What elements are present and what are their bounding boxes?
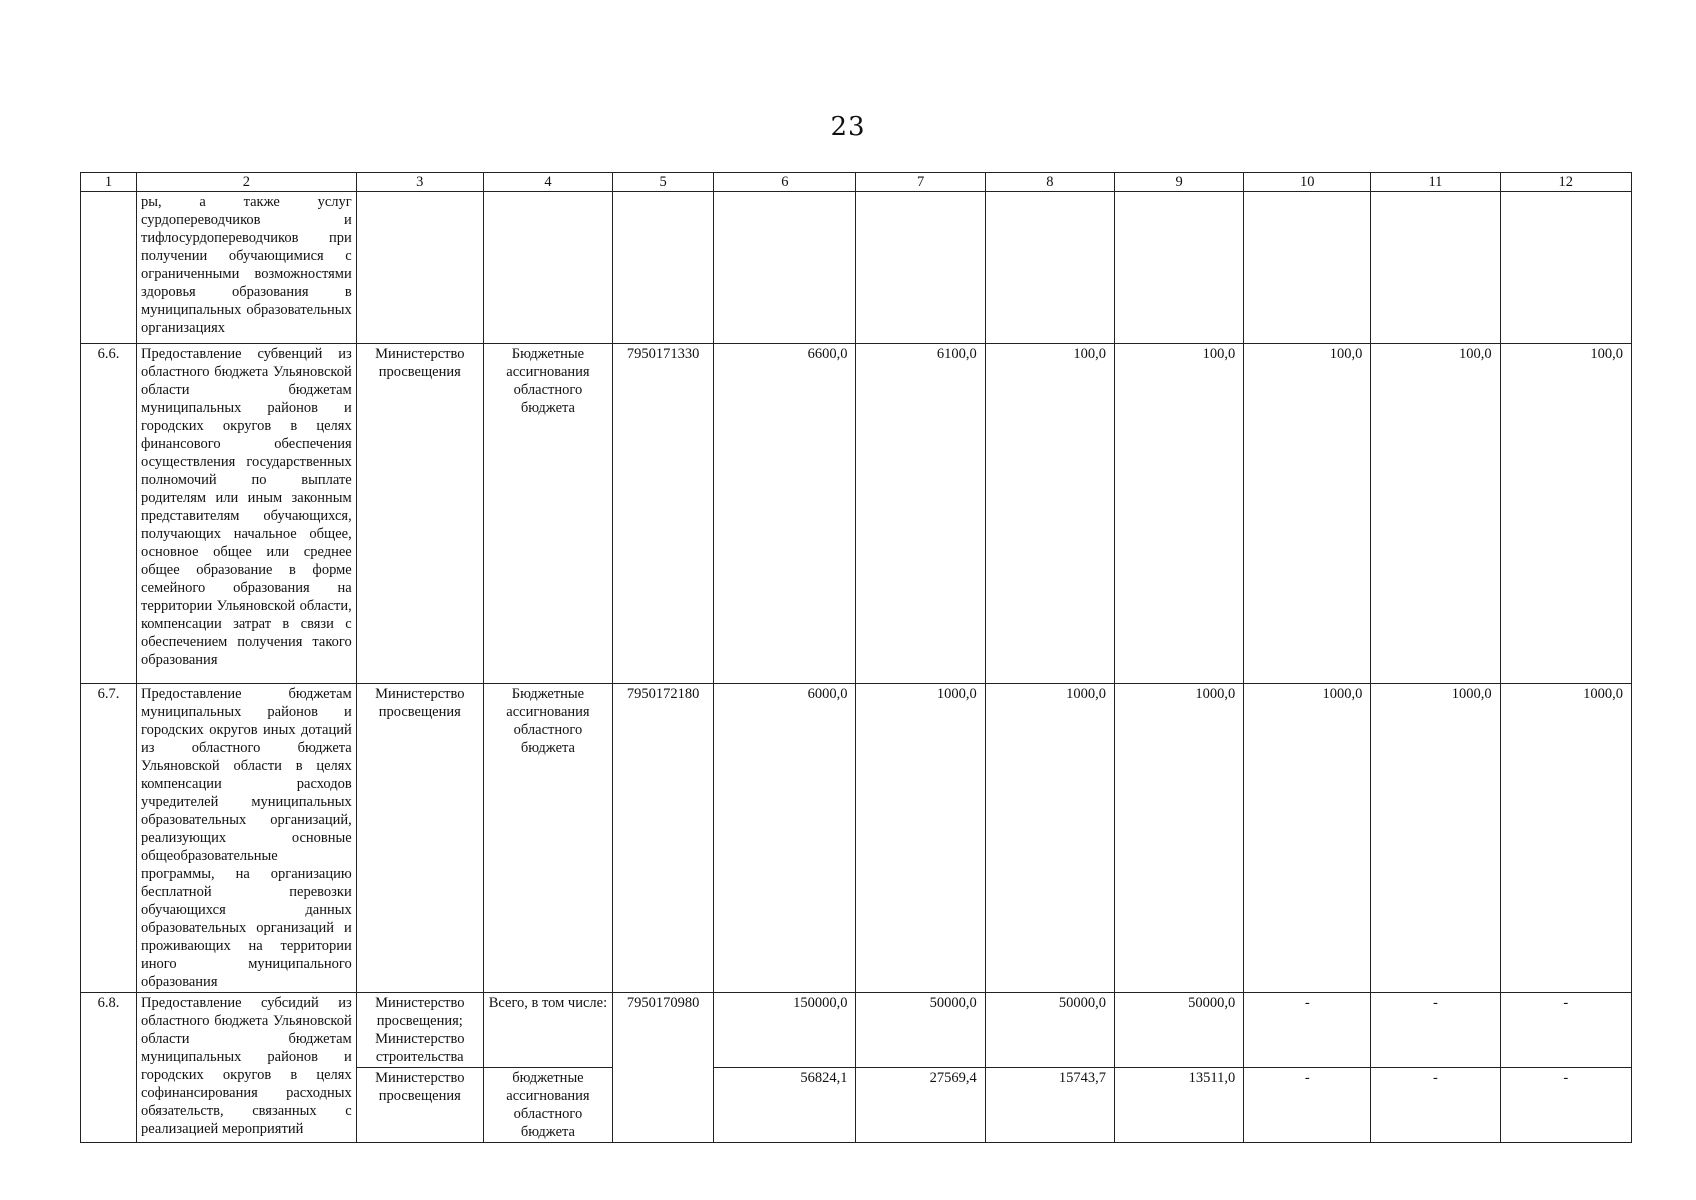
value-cell: 1000,0 [1114, 684, 1243, 993]
value-cell: 56824,1 [714, 1068, 856, 1143]
table-row [81, 344, 1632, 684]
value-cell: 1000,0 [1371, 684, 1500, 993]
column-header: 1 [81, 173, 137, 192]
column-header: 5 [613, 173, 714, 192]
row-code: 7950171330 [613, 344, 714, 684]
value-cell: 1000,0 [856, 684, 985, 993]
page-number: 23 [830, 112, 866, 142]
table-row [81, 192, 1632, 344]
row-description: Предоставление бюджетам муниципальных районов и городских округов иных дотаций из областного бюджета Ульяновской области в целях компенсации расходов учредителей муниципальных образовательных организаций, реализующих основные общеобразовательные программы, на организацию бесплатной перевозки обучающихся данных образовательных организаций и проживающих на территории иного муниципального образования [137, 684, 357, 993]
value-cell: 27569,4 [856, 1068, 985, 1143]
value-cell: - [1244, 1068, 1371, 1143]
row-source: бюджетные ассигнования областного бюджета [483, 1068, 612, 1143]
column-header-row [81, 173, 1632, 192]
value-cell [985, 192, 1114, 344]
value-cell: 100,0 [1371, 344, 1500, 684]
row-code: 7950170980 [613, 993, 714, 1143]
table-row [81, 993, 1632, 1068]
row-code: 7950172180 [613, 684, 714, 993]
table-row [81, 684, 1632, 993]
row-executor: Министерство просвещения [356, 684, 483, 993]
value-cell: 15743,7 [985, 1068, 1114, 1143]
value-cell: 6600,0 [714, 344, 856, 684]
column-header: 3 [356, 173, 483, 192]
column-header: 8 [985, 173, 1114, 192]
column-header: 4 [483, 173, 612, 192]
row-source: Бюджетные ассигнования областного бюджета [483, 684, 612, 993]
column-header: 10 [1244, 173, 1371, 192]
row-description: ры, а также услуг сурдопереводчиков и тифлосурдопереводчиков при получении обучающимися с ограниченными возможностями здоровья образования в муниципальных образовательных организациях [137, 192, 357, 344]
row-executor [356, 192, 483, 344]
row-executor: Министерство просвещения [356, 344, 483, 684]
row-source: Бюджетные ассигнования областного бюджета [483, 344, 612, 684]
value-cell [1371, 192, 1500, 344]
value-cell: 1000,0 [985, 684, 1114, 993]
value-cell: 100,0 [1500, 344, 1631, 684]
value-cell: 1000,0 [1244, 684, 1371, 993]
value-cell: 1000,0 [1500, 684, 1631, 993]
row-description: Предоставление субвенций из областного бюджета Ульяновской области бюджетам муниципальных районов и городских округов в целях финансового обеспечения осуществления государственных полномочий по выплате родителям или иным законным представителям обучающихся, получающих начальное общее, основное общее или среднее общее образование в форме семейного образования на территории Ульяновской области, компенсации затрат в связи с обеспечением получения такого образования [137, 344, 357, 684]
value-cell: 13511,0 [1114, 1068, 1243, 1143]
row-source: Всего, в том числе: [483, 993, 612, 1068]
column-header: 6 [714, 173, 856, 192]
row-index: 6.7. [81, 684, 137, 993]
column-header: 2 [137, 173, 357, 192]
value-cell [856, 192, 985, 344]
column-header: 11 [1371, 173, 1500, 192]
row-index [81, 192, 137, 344]
row-source [483, 192, 612, 344]
column-header: 12 [1500, 173, 1631, 192]
row-description: Предоставление субсидий из областного бюджета Ульяновской области бюджетам муниципальных районов и городских округов в целях софинансирования расходных обязательств, связанных с реализацией мероприятий [137, 993, 357, 1143]
row-code [613, 192, 714, 344]
value-cell: 50000,0 [856, 993, 985, 1068]
value-cell: 50000,0 [985, 993, 1114, 1068]
value-cell: - [1371, 993, 1500, 1068]
value-cell: 100,0 [1114, 344, 1243, 684]
value-cell [1244, 192, 1371, 344]
value-cell: - [1500, 1068, 1631, 1143]
value-cell [1114, 192, 1243, 344]
row-index: 6.6. [81, 344, 137, 684]
value-cell: 150000,0 [714, 993, 856, 1068]
value-cell: 100,0 [985, 344, 1114, 684]
value-cell [714, 192, 856, 344]
value-cell: - [1500, 993, 1631, 1068]
value-cell: - [1371, 1068, 1500, 1143]
row-executor: Министерство просвещения; Министерство строительства [356, 993, 483, 1068]
value-cell [1500, 192, 1631, 344]
value-cell: 6000,0 [714, 684, 856, 993]
column-header: 7 [856, 173, 985, 192]
value-cell: 50000,0 [1114, 993, 1243, 1068]
value-cell: 100,0 [1244, 344, 1371, 684]
value-cell: - [1244, 993, 1371, 1068]
row-executor: Министерство просвещения [356, 1068, 483, 1143]
column-header: 9 [1114, 173, 1243, 192]
value-cell: 6100,0 [856, 344, 985, 684]
budget-table [80, 172, 1632, 1143]
row-index: 6.8. [81, 993, 137, 1143]
